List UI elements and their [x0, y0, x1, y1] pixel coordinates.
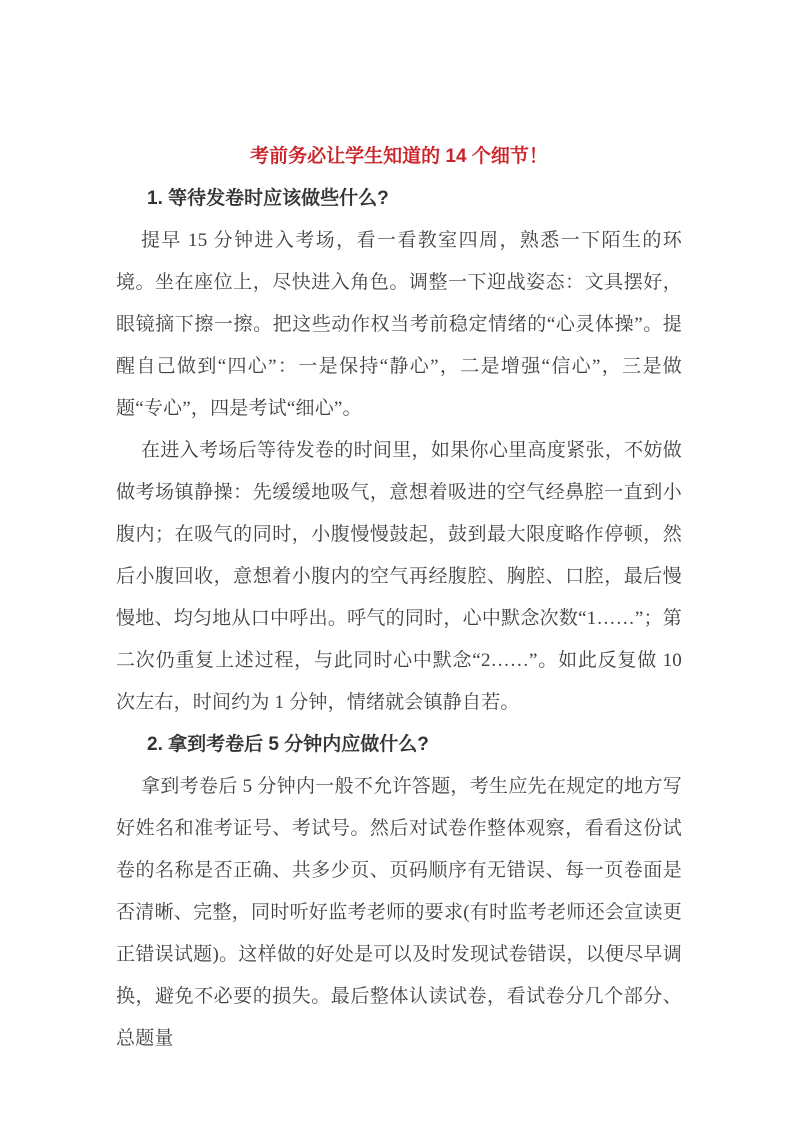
section-1: [116, 178, 682, 724]
section-2-heading: 2. 拿到考卷后 5 分钟内应做什么?: [147, 734, 429, 755]
section-2: [116, 724, 682, 1060]
section-1-heading: 1. 等待发卷时应该做些什么?: [147, 188, 389, 209]
section-1-paragraph-2: 在进入考场后等待发卷的时间里，如果你心里高度紧张，不妨做做考场镇静操：先缓缓地吸气，意想着吸进的空气经鼻腔一直到小腹内；在吸气的同时，小腹慢慢鼓起，鼓到最大限度略作停顿，然后小腹回收，意想着小腹内的空气再经腹腔、胸腔、口腔，最后慢慢地、均匀地从口中呼出。呼气的同时，心中默念次数“1……”；第二次仍重复上述过程，与此同时心中默念“2……”。如此反复做 10 次左右，时间约为 1 分钟，情绪就会镇静自若。: [116, 440, 682, 713]
document-page: [116, 136, 682, 1060]
section-1-paragraph-1: 提早 15 分钟进入考场，看一看教室四周，熟悉一下陌生的环境。坐在座位上，尽快进入角色。调整一下迎战姿态：文具摆好，眼镜摘下擦一擦。把这些动作权当考前稳定情绪的“心灵体操”。提醒自己做到“四心”：一是保持“静心”，二是增强“信心”，三是做题“专心”，四是考试“细心”。: [116, 230, 682, 419]
article-title: 考前务必让学生知道的 14 个细节！: [250, 146, 548, 167]
section-2-paragraph-1: 拿到考卷后 5 分钟内一般不允许答题，考生应先在规定的地方写好姓名和准考证号、考试号。然后对试卷作整体观察，看看这份试卷的名称是否正确、共多少页、页码顺序有无错误、每一页卷面是否清晰、完整，同时听好监考老师的要求(有时监考老师还会宣读更正错误试题)。这样做的好处是可以及时发现试卷错误，以便尽早调换，避免不必要的损失。最后整体认读试卷，看试卷分几个部分、总题量: [116, 776, 682, 1049]
